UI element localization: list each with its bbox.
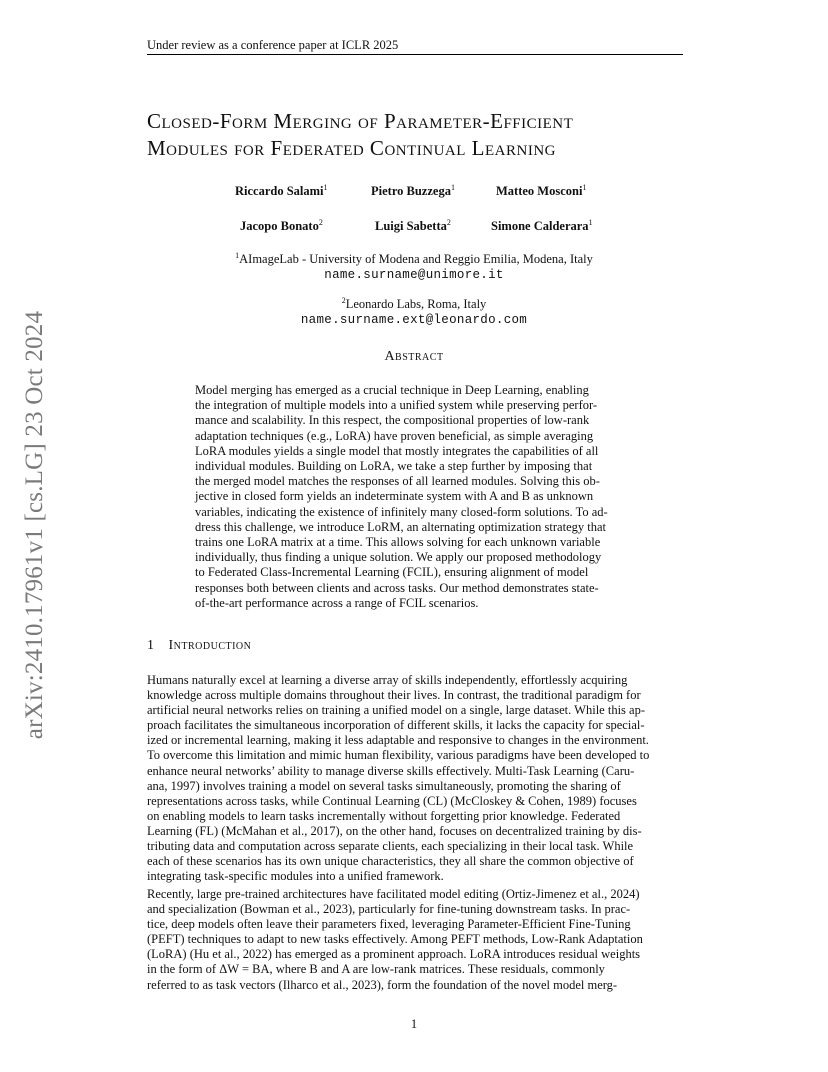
author (375, 218, 451, 234)
arxiv-id: arXiv:2410.17961v1 [cs.LG] 23 Oct 2024 (21, 310, 48, 740)
affiliation-email: name.surname.ext@leonardo.com (300, 313, 528, 328)
paragraph-line: Recently, large pre-trained architectures have facilitated model editing (Ortiz-Jimenez et al., 2024) (147, 887, 640, 901)
paragraph-line: Learning (FL) (McMahan et al., 2017), on the other hand, focuses on decentralized training by dis- (147, 823, 642, 838)
paragraph-line: enhance neural networks’ ability to manage diverse skills effectively. Multi-Task Learning (Caru- (147, 763, 635, 778)
affiliation-text: Leonardo Labs, Roma, Italy (345, 297, 487, 312)
paragraph-line: tributing data and computation across separate clients, each specializing in their local task. While (147, 839, 634, 854)
abstract-line: responses both between clients and across tasks. Our method demonstrates state- (195, 580, 599, 595)
running-header: Under review as a conference paper at ICLR 2025 (147, 38, 399, 52)
author-affiliation-mark: 2 (318, 218, 323, 227)
paragraph-line: ized or incremental learning, making it less adaptable and responsive to changes in the environment. (147, 733, 649, 748)
affiliation (140, 248, 688, 283)
section-title: Introduction (168, 638, 252, 653)
paragraph-line: (LoRA) (Hu et al., 2022) has emerged as a prominent approach. LoRA introduces residual weights (147, 947, 641, 962)
abstract-line: to Federated Class-Incremental Learning (FCIL), ensuring alignment of model (195, 565, 589, 580)
header-rule (147, 54, 683, 55)
abstract-line: of-the-art performance across a range of FCIL scenarios. (195, 595, 479, 610)
paragraph-line: integrating task-specific modules into a unified framework. (147, 869, 444, 884)
paper-title (147, 108, 707, 162)
author-affiliation-mark: 1 (450, 183, 455, 192)
abstract-line: dress this challenge, we introduce LoRM, an alternating optimization strategy that (195, 519, 606, 534)
author (371, 183, 455, 199)
author-name: Matteo Mosconi (496, 184, 583, 199)
affiliation-mark: 1 (235, 251, 240, 260)
author (235, 183, 328, 199)
author (496, 183, 586, 199)
paragraph-line: To overcome this limitation and mimic human flexibility, various paradigms have been developed to (147, 748, 650, 763)
abstract-line: individually, thus finding a unique solution. We apply our proposed methodology (195, 550, 602, 565)
author (240, 218, 323, 234)
author-affiliation-mark: 1 (588, 218, 593, 227)
affiliation-email: name.surname@unimore.it (324, 268, 504, 283)
paragraph-line: tice, deep models often leave their parameters fixed, leveraging Parameter-Efficient Fine-Tuning (147, 917, 631, 932)
paragraph-line: knowledge across multiple domains throughout their lives. In contrast, the traditional paradigm for (147, 688, 641, 703)
intro-paragraph-2 (147, 887, 683, 993)
abstract-line: mance and scalability. In this respect, the compositional properties of low-rank (195, 413, 590, 428)
title-line-1: Closed-Form Merging of Parameter-Efficient (147, 109, 574, 133)
section-heading (147, 638, 251, 654)
author-affiliation-mark: 1 (582, 183, 587, 192)
author (491, 218, 593, 234)
author-affiliation-mark: 2 (446, 218, 451, 227)
abstract-line: the integration of multiple models into a unified system while preserving perfor- (195, 398, 598, 413)
intro-paragraph-1 (147, 673, 683, 884)
author-name: Riccardo Salami (235, 184, 324, 199)
section-number: 1 (147, 638, 155, 653)
abstract-line: jective in closed form yields an indeterminate system with A and B as unknown (195, 489, 594, 504)
abstract-line: adaptation techniques (e.g., LoRA) have proven beneficial, as simple averaging (195, 428, 594, 443)
paragraph-line: proach facilitates the simultaneous incorporation of different skills, it lacks the capacity for special- (147, 718, 645, 733)
author-affiliation-mark: 1 (323, 183, 328, 192)
paragraph-line: ana, 1997) involves training a model on several tasks simultaneously, promoting the sharing of (147, 778, 621, 793)
paragraph-line: Humans naturally excel at learning a diverse array of skills independently, effortlessly acquiring (147, 673, 628, 687)
author-name: Jacopo Bonato (240, 219, 319, 234)
arxiv-sidebar (18, 290, 52, 760)
paragraph-line: referred to as task vectors (Ilharco et al., 2023), form the foundation of the novel model merg- (147, 977, 618, 992)
abstract-line: Model merging has emerged as a crucial technique in Deep Learning, enabling (195, 383, 589, 397)
paragraph-line: (PEFT) techniques to adapt to new tasks effectively. Among PEFT methods, Low-Rank Adaptation (147, 932, 643, 947)
abstract-line: individual modules. Building on LoRA, we take a step further by imposing that (195, 459, 593, 474)
paragraph-line: in the form of ΔW = BA, where B and A are low-rank matrices. These residuals, commonly (147, 962, 605, 977)
paragraph-line: artificial neural networks relies on training a unified model on a single, large dataset. While this ap- (147, 703, 645, 718)
paragraph-line: representations across tasks, while Continual Learning (CL) (McCloskey & Cohen, 1989) focuses (147, 793, 637, 808)
author-name: Simone Calderara (491, 219, 589, 234)
abstract-body (195, 383, 633, 611)
abstract-line: the merged model matches the responses of all learned modules. Solving this ob- (195, 474, 600, 489)
paragraph-line: and specialization (Bowman et al., 2023), particularly for fine-tuning downstream tasks. In prac- (147, 902, 631, 917)
paragraph-line: on enabling models to learn tasks incrementally without forgetting prior knowledge. Federated (147, 808, 621, 823)
affiliation-mark: 2 (341, 296, 346, 305)
title-line-2: Modules for Federated Continual Learning (147, 136, 556, 160)
author-name: Luigi Sabetta (375, 219, 447, 234)
abstract-line: LoRA modules yields a single model that mostly integrates the capabilities of all (195, 443, 599, 458)
affiliation (140, 293, 688, 328)
abstract-heading: Abstract (384, 349, 444, 364)
affiliation-text: AImageLab - University of Modena and Reggio Emilia, Modena, Italy (239, 252, 593, 267)
abstract-line: variables, indicating the existence of infinitely many closed-form solutions. To ad- (195, 504, 608, 519)
paragraph-line: each of these scenarios has its own unique characteristics, they all share the common objective of (147, 854, 634, 869)
page-number: 1 (410, 1017, 418, 1031)
abstract-line: trains one LoRA matrix at a time. This allows solving for each unknown variable (195, 535, 601, 550)
author-name: Pietro Buzzega (371, 184, 451, 199)
